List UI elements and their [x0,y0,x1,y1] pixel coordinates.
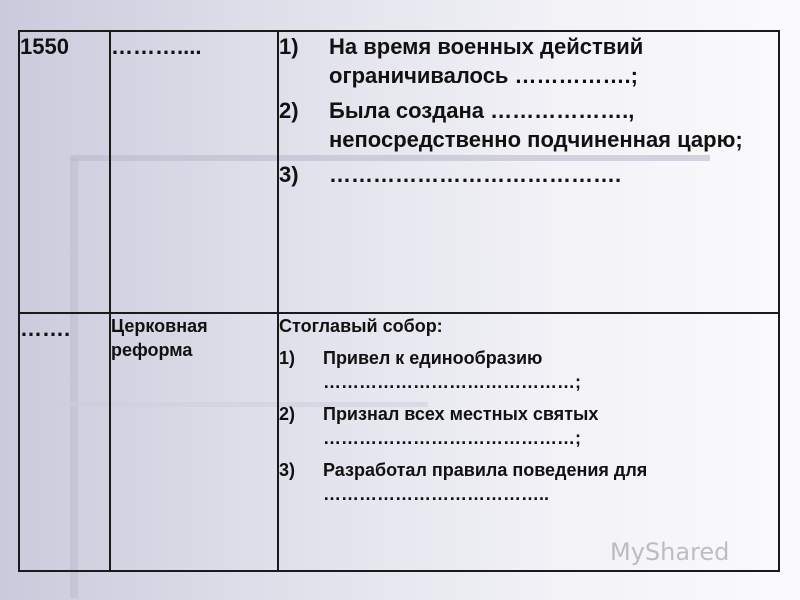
year-cell [19,313,110,571]
table-row [19,313,779,571]
item-number: 3) [279,460,296,480]
details-list [279,32,778,189]
list-item [279,32,778,90]
item-text: Разработал правила поведения для ……………………………….. [323,460,648,504]
item-text: Привел к единообразию ……………………………………; [323,348,581,392]
item-text: Признал всех местных святых ……………………………………; [323,404,599,448]
item-number: 2) [279,404,296,424]
item-text: На время военных действий ограничивалось …………….; [329,34,644,88]
details-list [279,346,778,506]
year-text: 1550 [20,34,69,59]
list-item [279,458,778,506]
topic-cell [110,313,278,571]
list-item [279,160,778,189]
year-cell [19,31,110,313]
item-number: 1) [279,348,296,368]
details-cell [278,31,779,313]
item-number: 1) [279,34,299,59]
list-item [279,346,778,394]
topic-cell [110,31,278,313]
year-text: ……. [20,316,71,341]
list-item [279,96,778,154]
topic-text: Церковная реформа [111,316,208,360]
item-text: Была создана ………………., непосредственно подчиненная царю; [329,98,743,152]
details-cell [278,313,779,571]
item-text: …………………………………. [329,162,622,187]
council-heading: Стоглавый собор: [279,316,443,336]
list-item [279,402,778,450]
reforms-table [18,30,780,572]
table-row [19,31,779,313]
topic-text: ……….... [111,34,202,59]
item-number: 2) [279,98,299,123]
watermark: MyShared [610,538,730,566]
item-number: 3) [279,162,299,187]
